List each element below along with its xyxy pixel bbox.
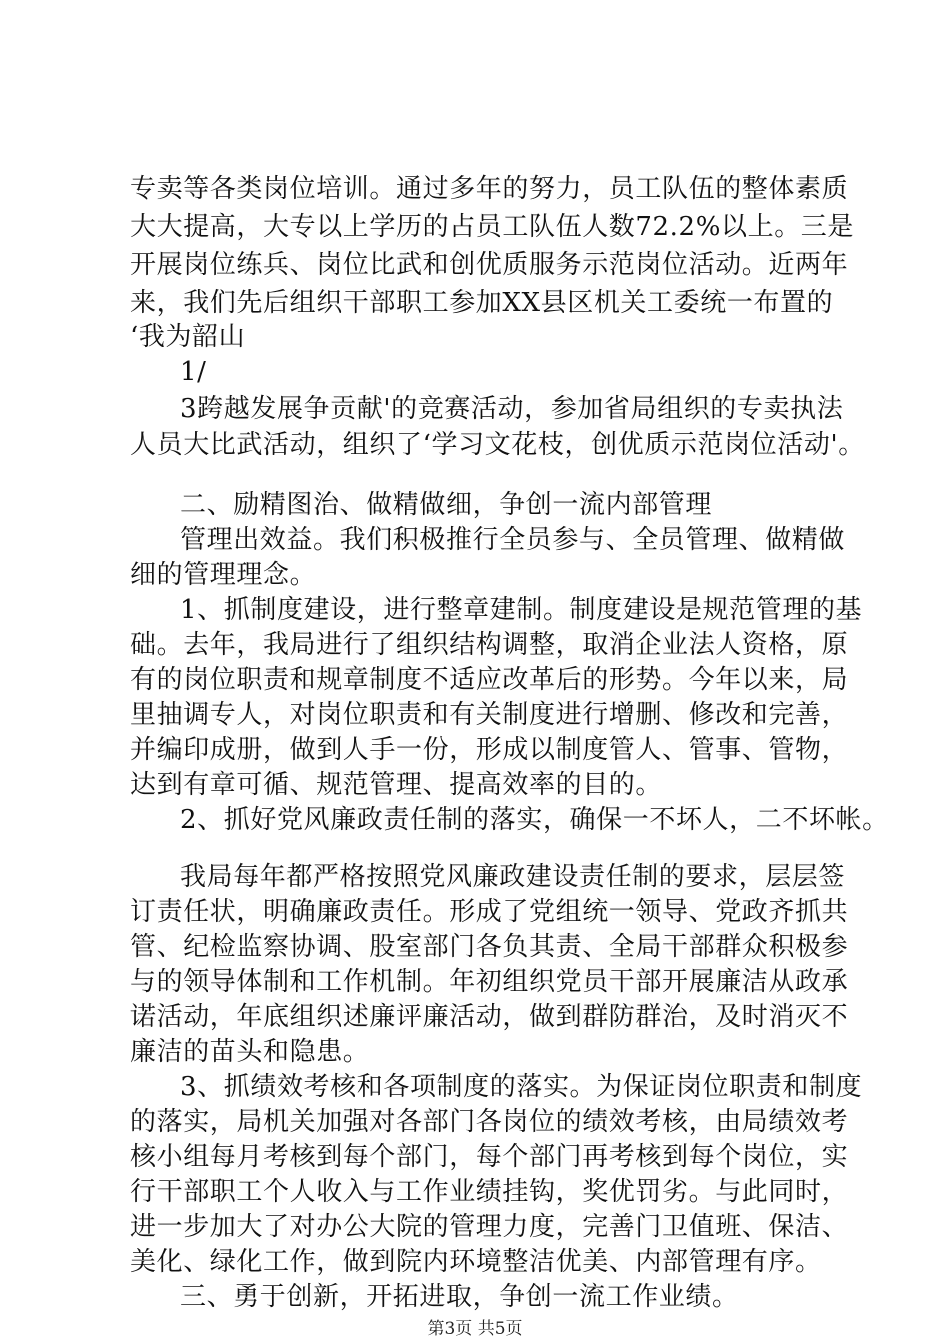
text-line: 2、抓好党风廉政责任制的落实，确保一不坏人，二不坏帐。 (180, 805, 889, 835)
text-line: 有的岗位职责和规章制度不适应改革后的形势。今年以来，局 (130, 665, 849, 695)
text-line: 美化、绿化工作，做到院内环境整洁优美、内部管理有序。 (130, 1247, 822, 1277)
text-line: 大大提高，大专以上学历的占员工队伍人数72.2%以上。三是 (130, 212, 854, 242)
text-line: 开展岗位练兵、岗位比武和创优质服务示范岗位活动。近两年 (130, 250, 849, 280)
text-line: 1、抓制度建设，进行整章建制。制度建设是规范管理的基 (180, 595, 863, 625)
text-line: 廉洁的苗头和隐患。 (130, 1037, 370, 1067)
text-line: 我局每年都严格按照党风廉政建设责任制的要求，层层签 (180, 862, 846, 892)
text-line: 达到有章可循、规范管理、提高效率的目的。 (130, 770, 663, 800)
text-line: 的落实，局机关加强对各部门各岗位的绩效考核，由局绩效考 (130, 1107, 849, 1137)
text-line: 管、纪检监察协调、股室部门各负其责、全局干部群众积极参 (130, 932, 849, 962)
text-line: 3、抓绩效考核和各项制度的落实。为保证岗位职责和制度 (180, 1072, 863, 1102)
text-line: 订责任状，明确廉政责任。形成了党组统一领导、党政齐抓共 (130, 897, 849, 927)
text-line: 人员大比武活动，组织了‘学习文花枝，创优质示范岗位活动'。 (130, 430, 865, 460)
text-line: 诺活动，年底组织述廉评廉活动，做到群防群治，及时消灭不 (130, 1002, 849, 1032)
page-fragment-marker: 1/ (180, 357, 207, 387)
text-line: 里抽调专人，对岗位职责和有关制度进行增删、修改和完善， (130, 700, 849, 730)
text-line: 3跨越发展争贡献'的竞赛活动，参加省局组织的专卖执法 (180, 394, 844, 424)
page-number-footer: 第3页 共5页 (427, 1319, 523, 1339)
text-line: 行干部职工个人收入与工作业绩挂钩，奖优罚劣。与此同时， (130, 1177, 849, 1207)
section-heading: 三、勇于创新，开拓进取，争创一流工作业绩。 (180, 1282, 739, 1312)
text-line: 管理出效益。我们积极推行全员参与、全员管理、做精做 (180, 525, 846, 555)
text-line: 础。去年，我局进行了组织结构调整，取消企业法人资格，原 (130, 630, 849, 660)
text-line: 核小组每月考核到每个部门，每个部门再考核到每个岗位，实 (130, 1142, 849, 1172)
text-line: 细的管理理念。 (130, 560, 317, 590)
text-line: 来，我们先后组织干部职工参加XX县区机关工委统一布置的 (130, 288, 834, 318)
text-line: 进一步加大了对办公大院的管理力度，完善门卫值班、保洁、 (130, 1212, 849, 1242)
text-line: 与的领导体制和工作机制。年初组织党员干部开展廉洁从政承 (130, 967, 849, 997)
section-heading: 二、励精图治、做精做细，争创一流内部管理 (180, 490, 713, 520)
text-line: ‘我为韶山 (130, 322, 246, 352)
text-line: 专卖等各类岗位培训。通过多年的努力，员工队伍的整体素质 (130, 174, 849, 204)
text-line: 并编印成册，做到人手一份，形成以制度管人、管事、管物， (130, 735, 849, 765)
